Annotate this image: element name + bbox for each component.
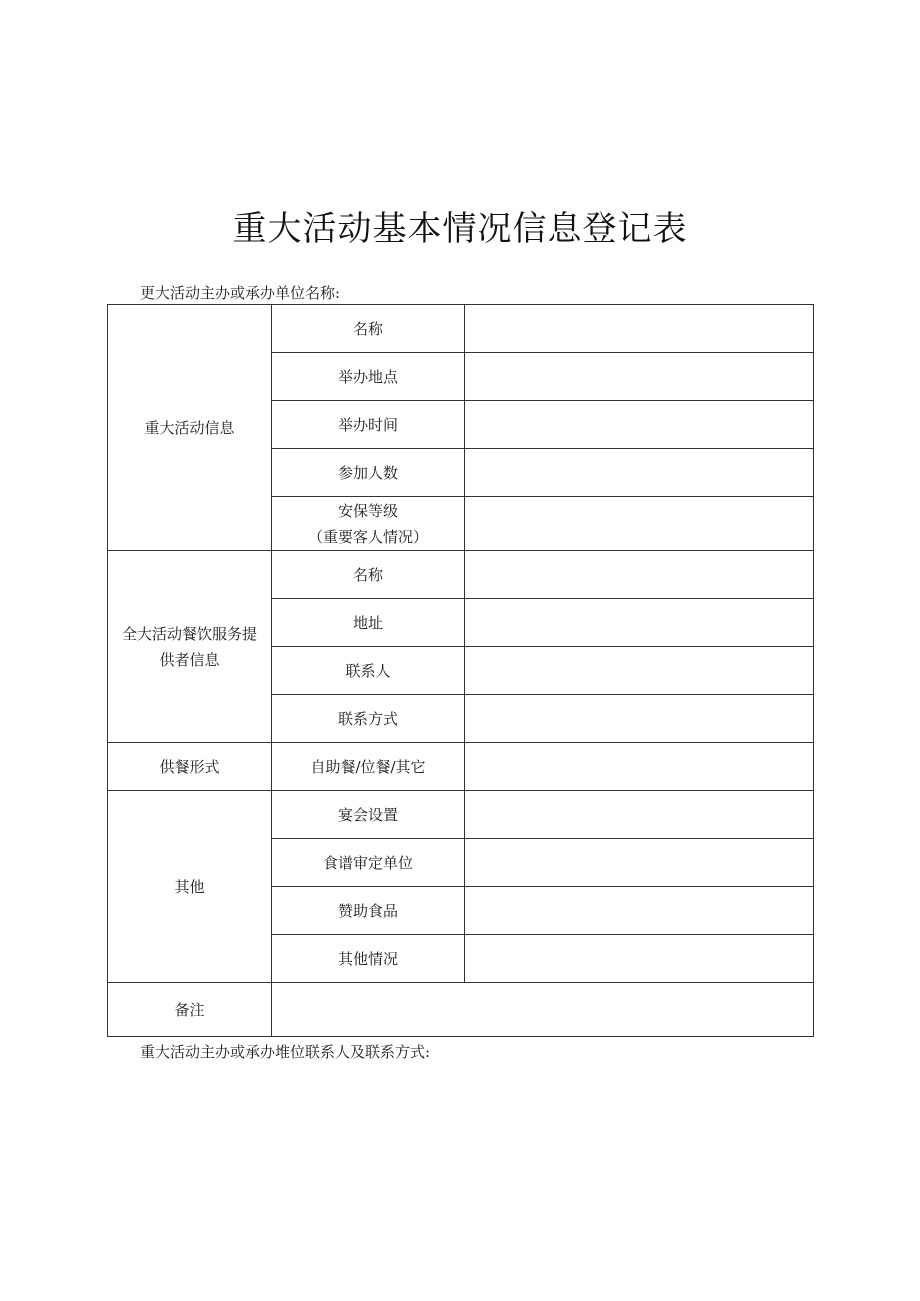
meal-form-field[interactable] bbox=[465, 743, 814, 791]
provider-contact-label: 联系人 bbox=[272, 647, 465, 695]
event-time-label: 举办时间 bbox=[272, 401, 465, 449]
table-row bbox=[108, 791, 814, 839]
security-level-line2: （重要客人情况） bbox=[307, 527, 428, 546]
provider-name-field[interactable] bbox=[465, 551, 814, 599]
security-level-field[interactable] bbox=[465, 497, 814, 551]
security-level-label bbox=[272, 497, 465, 551]
event-name-label: 名称 bbox=[272, 305, 465, 353]
event-time-field[interactable] bbox=[465, 401, 814, 449]
banquet-setup-field[interactable] bbox=[465, 791, 814, 839]
table-row bbox=[108, 983, 814, 1037]
remark-label: 备注 bbox=[108, 983, 272, 1037]
provider-address-label: 地址 bbox=[272, 599, 465, 647]
meal-form-label: 供餐形式 bbox=[108, 743, 272, 791]
provider-contact-method-field[interactable] bbox=[465, 695, 814, 743]
remark-field[interactable] bbox=[272, 983, 814, 1037]
table-row bbox=[108, 305, 814, 353]
table-row bbox=[108, 743, 814, 791]
provider-contact-method-label: 联系方式 bbox=[272, 695, 465, 743]
event-info-label: 重大活动信息 bbox=[108, 305, 272, 551]
organizer-contact-label: 重大活动主办或承办堆位联系人及联系方式: bbox=[140, 1043, 431, 1061]
menu-approval-unit-label: 食谱审定单位 bbox=[272, 839, 465, 887]
sponsored-food-label: 赞助食品 bbox=[272, 887, 465, 935]
event-venue-field[interactable] bbox=[465, 353, 814, 401]
event-venue-label: 举办地点 bbox=[272, 353, 465, 401]
attendee-count-field[interactable] bbox=[465, 449, 814, 497]
table-row bbox=[108, 551, 814, 599]
provider-name-label: 名称 bbox=[272, 551, 465, 599]
organizer-name-label: 更大活动主办或承办单位名称: bbox=[140, 284, 341, 302]
page-title: 重大活动基本情况信息登记表 bbox=[232, 209, 688, 249]
provider-address-field[interactable] bbox=[465, 599, 814, 647]
meal-form-options: 自助餐/位餐/其它 bbox=[272, 743, 465, 791]
banquet-setup-label: 宴会设置 bbox=[272, 791, 465, 839]
other-details-label: 其他情况 bbox=[272, 935, 465, 983]
sponsored-food-field[interactable] bbox=[465, 887, 814, 935]
other-label: 其他 bbox=[108, 791, 272, 983]
provider-info-line1: 全大活动餐饮服务提 bbox=[121, 624, 257, 643]
security-level-line1: 安保等级 bbox=[337, 501, 398, 520]
attendee-count-label: 参加人数 bbox=[272, 449, 465, 497]
provider-info-label bbox=[108, 551, 272, 743]
provider-info-line2: 供者信息 bbox=[159, 650, 220, 669]
menu-approval-unit-field[interactable] bbox=[465, 839, 814, 887]
registration-table bbox=[107, 304, 814, 1037]
other-details-field[interactable] bbox=[465, 935, 814, 983]
event-name-field[interactable] bbox=[465, 305, 814, 353]
provider-contact-field[interactable] bbox=[465, 647, 814, 695]
